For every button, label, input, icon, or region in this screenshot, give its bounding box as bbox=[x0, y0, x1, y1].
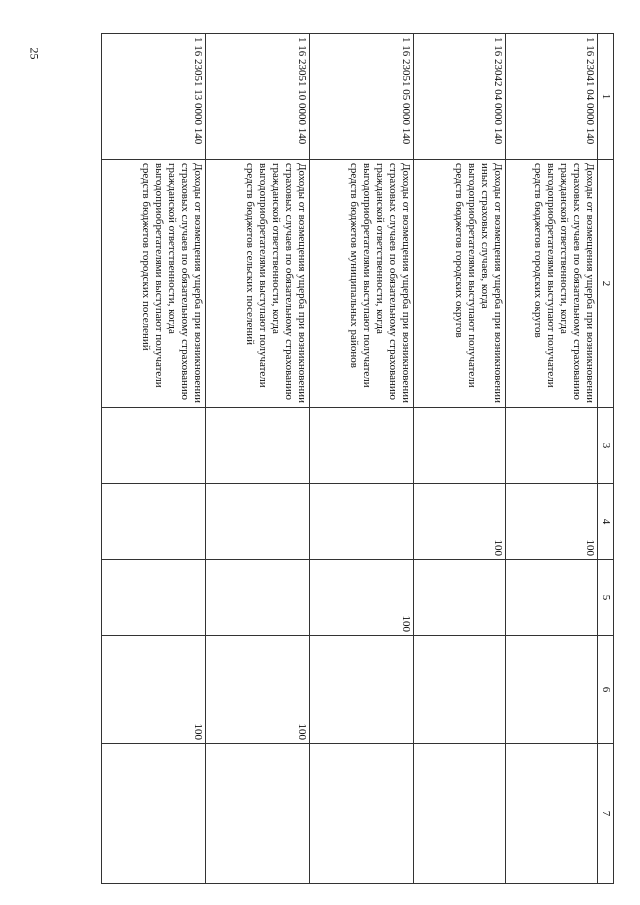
col3-cell bbox=[310, 408, 414, 484]
page-number: 25 bbox=[27, 47, 42, 60]
table-row bbox=[506, 34, 598, 884]
header-col-3: 3 bbox=[598, 408, 614, 484]
col3-cell bbox=[206, 408, 310, 484]
col6-cell: 100 bbox=[102, 636, 206, 744]
col4-cell: 100 bbox=[414, 484, 506, 560]
col5-cell: 100 bbox=[310, 560, 414, 636]
col6-cell: 100 bbox=[206, 636, 310, 744]
col3-cell bbox=[414, 408, 506, 484]
budget-code-cell: 1 16 23051 05 0000 140 bbox=[310, 34, 414, 160]
revenue-name-cell: Доходы от возмещения ущерба при возникновении страховых случаев по обязательному страхованию гражданской ответственности, когда выгодоприобретателями выступают получатели средств бюджетов муниципальных районов bbox=[310, 160, 414, 408]
header-col-5: 5 bbox=[598, 560, 614, 636]
revenue-name-cell: Доходы от возмещения ущерба при возникновении страховых случаев по обязательному страхованию гражданской ответственности, когда выгодоприобретателями выступают получатели средств бюджетов сельских поселений bbox=[206, 160, 310, 408]
header-col-6: 6 bbox=[598, 636, 614, 744]
revenue-name-cell: Доходы от возмещения ущерба при возникновении страховых случаев по обязательному страхованию гражданской ответственности, когда выгодоприобретателями выступают получатели средств бюджетов городских поселений bbox=[102, 160, 206, 408]
rotated-table-container bbox=[79, 33, 614, 883]
table-row bbox=[414, 34, 506, 884]
table-row bbox=[310, 34, 414, 884]
col4-cell bbox=[206, 484, 310, 560]
col4-cell bbox=[102, 484, 206, 560]
revenue-table bbox=[101, 33, 614, 884]
col3-cell bbox=[102, 408, 206, 484]
col5-cell bbox=[102, 560, 206, 636]
col7-cell bbox=[310, 744, 414, 884]
col7-cell bbox=[102, 744, 206, 884]
col5-cell bbox=[206, 560, 310, 636]
budget-code-cell: 1 16 23041 04 0000 140 bbox=[506, 34, 598, 160]
col5-cell bbox=[414, 560, 506, 636]
revenue-name-cell: Доходы от возмещения ущерба при возникновении иных страховых случаев, когда выгодоприобретателями выступают получатели средств бюджетов городских округов bbox=[414, 160, 506, 408]
header-col-4: 4 bbox=[598, 484, 614, 560]
header-col-7: 7 bbox=[598, 744, 614, 884]
rotated-table-wrapper bbox=[79, 33, 614, 883]
table-row bbox=[102, 34, 206, 884]
budget-code-cell: 1 16 23051 10 0000 140 bbox=[206, 34, 310, 160]
header-col-1: 1 bbox=[598, 34, 614, 160]
col7-cell bbox=[206, 744, 310, 884]
table-row bbox=[206, 34, 310, 884]
col6-cell bbox=[506, 636, 598, 744]
revenue-name-cell: Доходы от возмещения ущерба при возникновении страховых случаев по обязательному страхованию гражданской ответственности, когда выгодоприобретателями выступают получатели средств бюджетов городских округов bbox=[506, 160, 598, 408]
col6-cell bbox=[310, 636, 414, 744]
col7-cell bbox=[414, 744, 506, 884]
col3-cell bbox=[506, 408, 598, 484]
col7-cell bbox=[506, 744, 598, 884]
header-row bbox=[598, 34, 614, 884]
col5-cell bbox=[506, 560, 598, 636]
col6-cell bbox=[414, 636, 506, 744]
budget-code-cell: 1 16 23042 04 0000 140 bbox=[414, 34, 506, 160]
header-col-2: 2 bbox=[598, 160, 614, 408]
col4-cell: 100 bbox=[506, 484, 598, 560]
col4-cell bbox=[310, 484, 414, 560]
budget-code-cell: 1 16 23051 13 0000 140 bbox=[102, 34, 206, 160]
